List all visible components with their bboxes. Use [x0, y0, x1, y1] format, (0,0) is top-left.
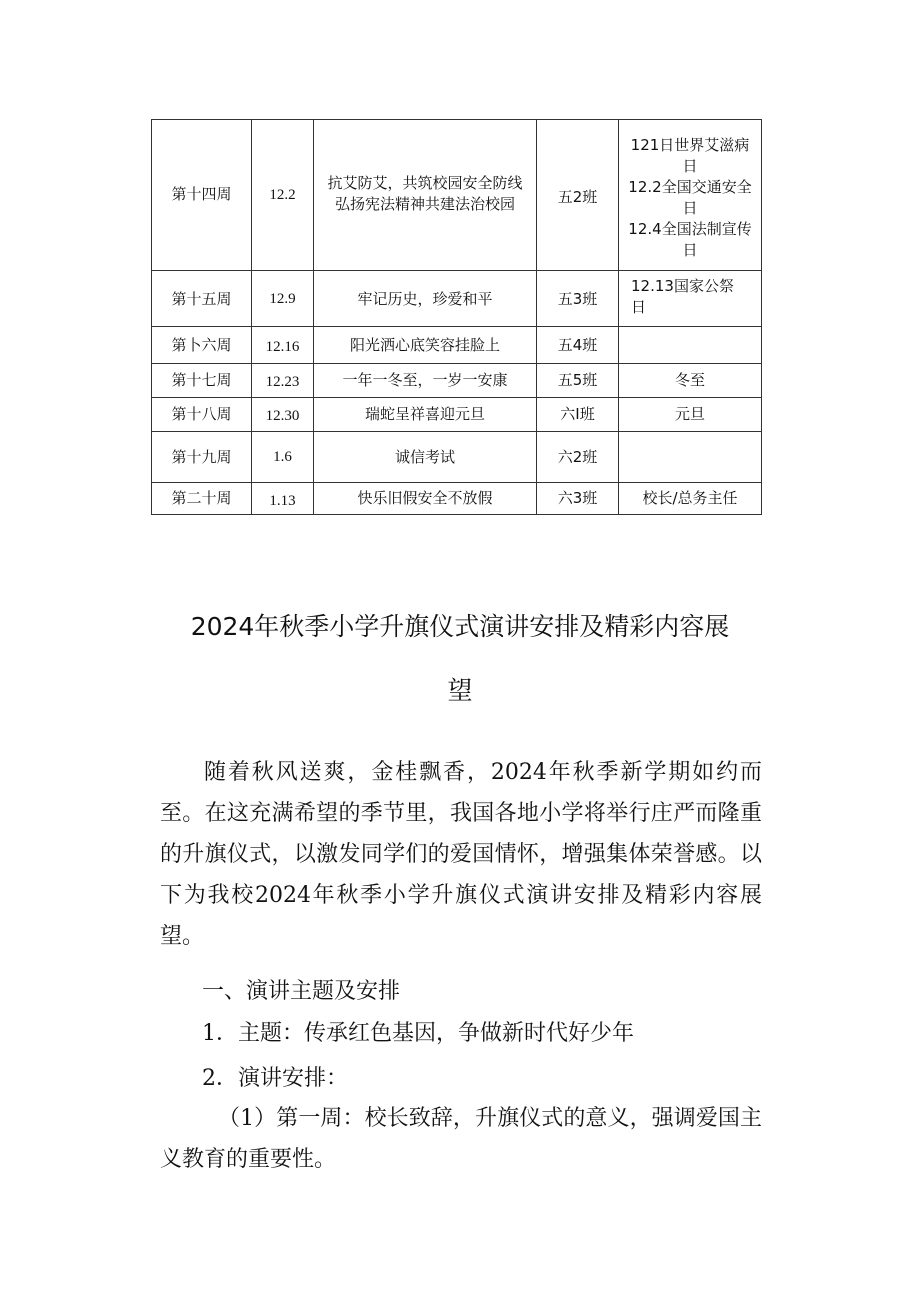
note-line: 日 [631, 298, 647, 316]
class-cell: 五2班 [537, 120, 619, 271]
class-cell: 六I班 [537, 398, 619, 432]
class-cell: 六3班 [537, 483, 619, 515]
section-heading: 一、演讲主题及安排 [202, 979, 401, 1004]
note-line: 日 [682, 157, 698, 175]
theme-line: 抗艾防艾，共筑校园安全防线 [327, 174, 523, 192]
week-cell: 第卜六周 [152, 327, 252, 364]
list-item: 2．演讲安排： [202, 1066, 348, 1091]
theme-cell: 瑞蛇呈祥喜迎元旦 [314, 398, 537, 432]
table-row [152, 271, 762, 327]
week-cell: 第十七周 [152, 364, 252, 398]
date-cell: 1.6 [252, 432, 314, 483]
note-line: 12.2全国交通安全 [628, 178, 752, 196]
note-line: 12.13国家公祭 [631, 277, 734, 295]
table-row [152, 483, 762, 515]
note-line: 12.4全国法制宣传 [628, 220, 752, 238]
table-row [152, 398, 762, 432]
date-cell: 12.9 [252, 271, 314, 327]
theme-cell: 阳光洒心底笑容挂脸上 [314, 327, 537, 364]
week-cell: 第十五周 [152, 271, 252, 327]
intro-paragraph: 随着秋风送爽，金桂飘香，2024年秋季新学期如约而至。在这充满希望的季节里，我国各地小学将举行庄严而隆重的升旗仪式，以激发同学们的爱国情怀，增强集体荣誉感。以下为我校2024年秋季小学升旗仪式演讲安排及精彩内容展望。 [160, 760, 762, 949]
date-cell: 12.16 [252, 327, 314, 364]
note-cell: 元旦 [619, 398, 762, 432]
date-cell: 12.30 [252, 398, 314, 432]
table-row [152, 432, 762, 483]
note-cell: 冬至 [619, 364, 762, 398]
note-cell [619, 327, 762, 364]
table-row [152, 327, 762, 364]
theme-cell: 一年一冬至，一岁一安康 [314, 364, 537, 398]
class-cell: 五3班 [537, 271, 619, 327]
theme-cell [314, 120, 537, 271]
theme-cell: 诚信考试 [314, 432, 537, 483]
date-cell: 12.23 [252, 364, 314, 398]
note-cell: 校长/总务主任 [619, 483, 762, 515]
theme-cell: 牢记历史，珍爱和平 [314, 271, 537, 327]
date-cell: 1.13 [252, 483, 314, 515]
note-cell [619, 120, 762, 271]
class-cell: 五4班 [537, 327, 619, 364]
document-title: 2024年秋季小学升旗仪式演讲安排及精彩内容展 [190, 612, 730, 641]
class-cell: 六2班 [537, 432, 619, 483]
theme-line: 弘扬宪法精神共建法治校园 [334, 195, 515, 213]
note-cell [619, 432, 762, 483]
week-cell: 第十四周 [152, 120, 252, 271]
date-cell: 12.2 [252, 120, 314, 271]
note-cell [619, 271, 762, 327]
note-line: 日 [682, 241, 698, 259]
table-row [152, 120, 762, 271]
theme-cell: 快乐旧假安全不放假 [314, 483, 537, 515]
note-line: 121日世界艾滋病 [630, 136, 750, 154]
table-row [152, 364, 762, 398]
week-cell: 第二十周 [152, 483, 252, 515]
week-cell: 第十八周 [152, 398, 252, 432]
class-cell: 五5班 [537, 364, 619, 398]
list-item-paragraph: （1）第一周：校长致辞，升旗仪式的意义，强调爱国主义教育的重要性。 [160, 1106, 762, 1172]
week-cell: 第十九周 [152, 432, 252, 483]
note-line: 日 [682, 199, 698, 217]
schedule-table [151, 119, 762, 515]
document-title-continued: 望 [447, 676, 473, 705]
list-item: 1．主题：传承红色基因，争做新时代好少年 [202, 1021, 634, 1046]
